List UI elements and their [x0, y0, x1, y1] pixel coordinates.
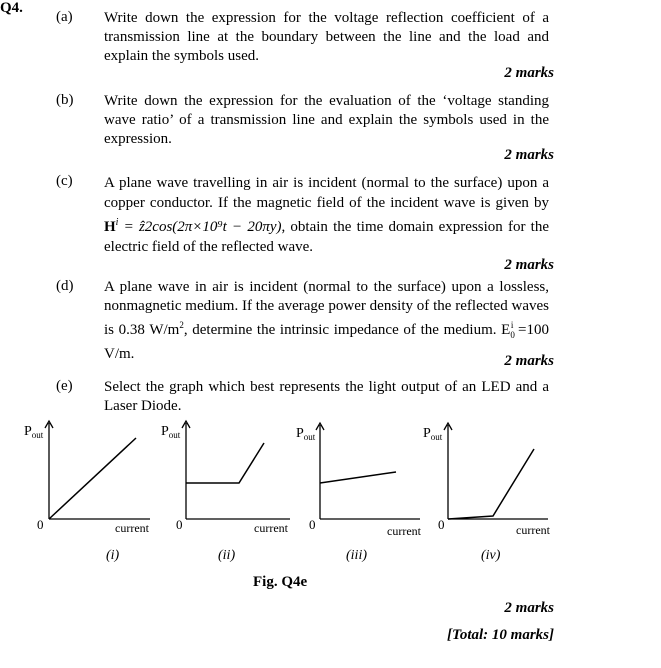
graph-i-x-label: current — [115, 521, 149, 535]
graph-iii-curve — [320, 472, 396, 483]
graph-iii — [296, 423, 422, 538]
graph-iii-x-label: current — [387, 524, 421, 538]
part-c-marks: 2 marks — [504, 257, 554, 273]
part-c-label: (c) — [56, 173, 73, 189]
part-d-text-after: =100 V/m. — [104, 322, 549, 362]
unit-superscript: 2 — [179, 320, 184, 330]
graph-iv-x-label: current — [516, 523, 550, 537]
graph-i — [24, 421, 150, 535]
question-number: Q4. — [0, 0, 23, 16]
part-a-marks: 2 marks — [504, 65, 554, 81]
part-a-label: (a) — [56, 9, 73, 25]
graph-iii-origin: 0 — [309, 517, 316, 532]
part-e-text: Select the graph which best represents the light output of an LED and a Laser Diode. — [104, 379, 549, 414]
graph-iv-label: (iv) — [481, 548, 501, 563]
graph-ii-origin: 0 — [176, 517, 183, 532]
part-b-text: Write down the expression for the evaluation of the ‘voltage standing wave ratio’ of a transmission line and explain the symbols used in the expression. — [104, 93, 549, 147]
part-d-marks: 2 marks — [504, 353, 554, 369]
figure-q4e — [0, 415, 661, 550]
graph-iv-curve — [448, 449, 534, 519]
graph-ii-x-label: current — [254, 521, 288, 535]
part-d-text-before: A plane wave in air is incident (normal to the surface) upon a lossless, nonmagnetic medium. If the average power density of the reflected waves is 0.38 W/m — [104, 279, 549, 338]
graph-ii-curve — [186, 443, 264, 483]
graph-iii-y-label: $P_{out}$ — [296, 426, 316, 442]
graph-ii-label: (ii) — [218, 548, 236, 563]
part-b-label: (b) — [56, 92, 74, 108]
graph-i-y-label: $P_{out}$ — [24, 424, 44, 440]
graph-ii — [161, 421, 290, 535]
part-c-text-after: , obtain the time domain expression for the electric field of the reflected wave. — [104, 219, 549, 255]
e-subscript: 0 — [510, 330, 515, 340]
graph-i-label: (i) — [106, 548, 120, 563]
graph-iv-y-label: $P_{out}$ — [423, 426, 443, 442]
graph-iv — [423, 423, 551, 537]
figure-caption: Fig. Q4e — [253, 574, 308, 590]
graph-ii-y-label: $P_{out}$ — [161, 424, 181, 440]
graph-iv-origin: 0 — [438, 517, 445, 532]
part-d-text — [104, 278, 549, 364]
part-e-label: (e) — [56, 378, 73, 394]
field-equation: = ẑ2cos(2π×10⁹t − 20πy) — [123, 219, 282, 235]
e-superscript: i — [510, 320, 514, 330]
part-e-marks: 2 marks — [504, 600, 554, 616]
field-superscript: i — [115, 217, 119, 228]
part-d-text-middle: , determine the intrinsic impedance of the medium. E — [183, 322, 511, 338]
part-b-marks: 2 marks — [504, 147, 554, 163]
total-marks: [Total: 10 marks] — [447, 627, 554, 643]
graph-i-curve — [49, 438, 136, 519]
part-a-text: Write down the expression for the voltage reflection coefficient of a transmission line at the boundary between the line and the load and explain the symbols used. — [104, 10, 549, 64]
field-symbol: H — [104, 219, 116, 235]
part-c-text-before: A plane wave travelling in air is incident (normal to the surface) upon a copper conductor. If the magnetic field of the incident wave is given by — [104, 175, 549, 211]
graph-i-origin: 0 — [37, 517, 44, 532]
part-c-text — [104, 173, 549, 257]
graph-iii-label: (iii) — [346, 548, 367, 563]
part-d-label: (d) — [56, 278, 74, 294]
